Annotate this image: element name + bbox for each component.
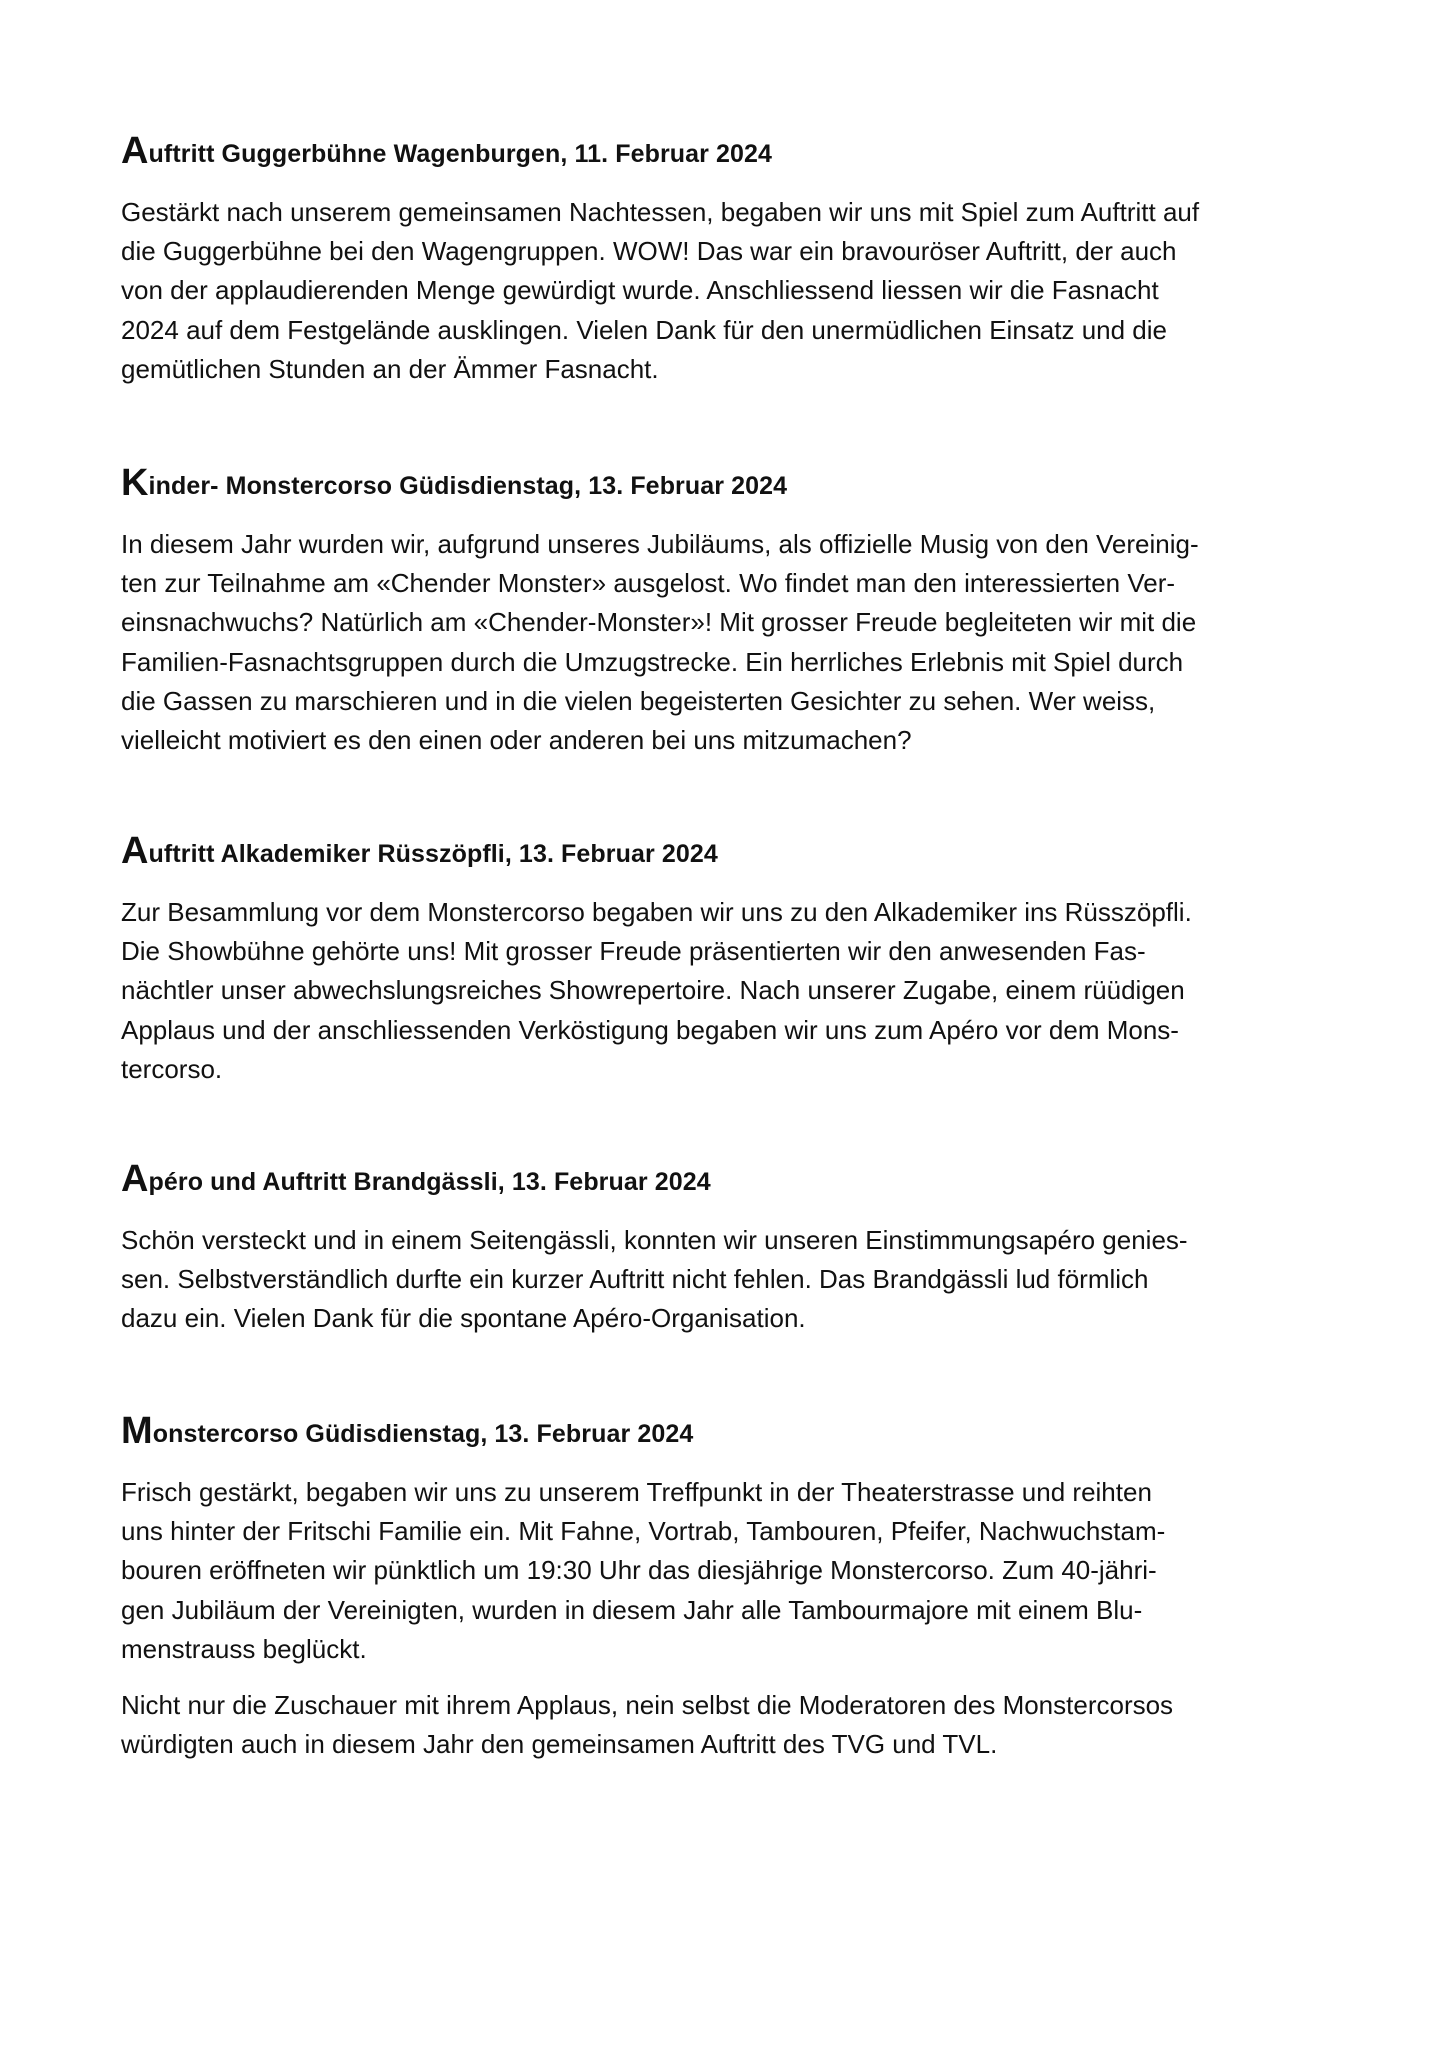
section-brandgaessli [121, 1158, 1341, 1339]
heading-text: uftritt Alkademiker Rüsszöpfli, 13. Februar 2024 [148, 840, 718, 868]
heading-initial: M [121, 1410, 153, 1452]
paragraph-line: uns hinter der Fritschi Familie ein. Mit Fahne, Vortrab, Tambouren, Pfeifer, Nachwuchstam- [121, 1516, 1166, 1547]
paragraph-line: In diesem Jahr wurden wir, aufgrund unseres Jubiläums, als offizielle Musig von den Vereinig- [121, 529, 1199, 559]
section-paragraph [121, 1473, 1341, 1669]
paragraph-line: die Gassen zu marschieren und in die vielen begeisterten Gesichter zu sehen. Wer weiss, [121, 685, 1156, 716]
heading-text: péro und Auftritt Brandgässli, 13. Februar 2024 [148, 1168, 711, 1196]
paragraph-line: gemütlichen Stunden an der Ämmer Fasnacht. [121, 353, 659, 384]
paragraph-line: tercorso. [121, 1053, 223, 1084]
paragraph-line: einsnachwuchs? Natürlich am «Chender-Monster»! Mit grosser Freude begleiteten wir mit die [121, 607, 1197, 638]
section-alkademiker [121, 830, 1341, 1089]
paragraph-line: dazu ein. Vielen Dank für die spontane Apéro-Organisation. [121, 1303, 806, 1334]
section-paragraph [121, 1686, 1341, 1764]
heading-text: onstercorso Güdisdienstag, 13. Februar 2024 [152, 1420, 694, 1448]
paragraph-line: ten zur Teilnahme am «Chender Monster» ausgelost. Wo findet man den interessierten Ver- [121, 568, 1176, 599]
paragraph-line: nächtler unser abwechslungsreiches Showrepertoire. Nach unserer Zugabe, einem rüüdigen [121, 975, 1185, 1006]
section-heading [121, 130, 1341, 172]
section-heading [121, 462, 1341, 504]
heading-initial: A [121, 130, 149, 172]
section-monstercorso [121, 1410, 1341, 1764]
section-kinder-monstercorso [121, 462, 1341, 760]
paragraph-line: Die Showbühne gehörte uns! Mit grosser Freude präsentierten wir den anwesenden Fas- [121, 936, 1146, 967]
section-heading [121, 830, 1341, 872]
paragraph-line: sen. Selbstverständlich durfte ein kurzer Auftritt nicht fehlen. Das Brandgässli lud förmlich [121, 1264, 1149, 1295]
heading-initial: K [121, 462, 149, 504]
paragraph-line: Frisch gestärkt, begaben wir uns zu unserem Treffpunkt in der Theaterstrasse und reihten [121, 1477, 1152, 1507]
section-paragraph [121, 1221, 1341, 1339]
heading-initial: A [121, 1158, 149, 1200]
paragraph-line: Zur Besammlung vor dem Monstercorso begaben wir uns zu den Alkademiker ins Rüsszöpfli. [121, 897, 1192, 927]
heading-text: uftritt Guggerbühne Wagenburgen, 11. Februar 2024 [148, 140, 773, 168]
heading-text: inder- Monstercorso Güdisdienstag, 13. Februar 2024 [148, 472, 788, 500]
paragraph-line: von der applaudierenden Menge gewürdigt wurde. Anschliessend liessen wir die Fasnacht [121, 275, 1159, 306]
paragraph-line: menstrauss beglückt. [121, 1633, 367, 1664]
paragraph-line: Familien-Fasnachtsgruppen durch die Umzugstrecke. Ein herrliches Erlebnis mit Spiel durch [121, 646, 1184, 677]
section-paragraph [121, 525, 1341, 760]
paragraph-line: vielleicht motiviert es den einen oder anderen bei uns mitzumachen? [121, 725, 912, 756]
paragraph-line: Applaus und der anschliessenden Verköstigung begaben wir uns zum Apéro vor dem Mons- [121, 1014, 1179, 1045]
section-paragraph [121, 193, 1341, 389]
paragraph-line: Gestärkt nach unserem gemeinsamen Nachtessen, begaben wir uns mit Spiel zum Auftritt auf [121, 197, 1200, 227]
paragraph-line: würdigten auch in diesem Jahr den gemeinsamen Auftritt des TVG und TVL. [121, 1729, 998, 1760]
section-heading [121, 1158, 1341, 1200]
section-guggerbuehne [121, 130, 1341, 389]
paragraph-line: Nicht nur die Zuschauer mit ihrem Applaus, nein selbst die Moderatoren des Monstercorsos [121, 1690, 1174, 1721]
paragraph-line: gen Jubiläum der Vereinigten, wurden in diesem Jahr alle Tambourmajore mit einem Blu- [121, 1594, 1143, 1625]
paragraph-line: bouren eröffneten wir pünktlich um 19:30 Uhr das diesjährige Monstercorso. Zum 40-jähri- [121, 1555, 1157, 1586]
paragraph-line: die Guggerbühne bei den Wagengruppen. WOW! Das war ein bravouröser Auftritt, der auch [121, 236, 1177, 267]
paragraph-line: Schön versteckt und in einem Seitengässli, konnten wir unseren Einstimmungsapéro genies- [121, 1225, 1188, 1255]
heading-initial: A [121, 830, 149, 872]
section-paragraph [121, 893, 1341, 1089]
section-heading [121, 1410, 1341, 1452]
paragraph-line: 2024 auf dem Festgelände ausklingen. Vielen Dank für den unermüdlichen Einsatz und die [121, 314, 1167, 345]
